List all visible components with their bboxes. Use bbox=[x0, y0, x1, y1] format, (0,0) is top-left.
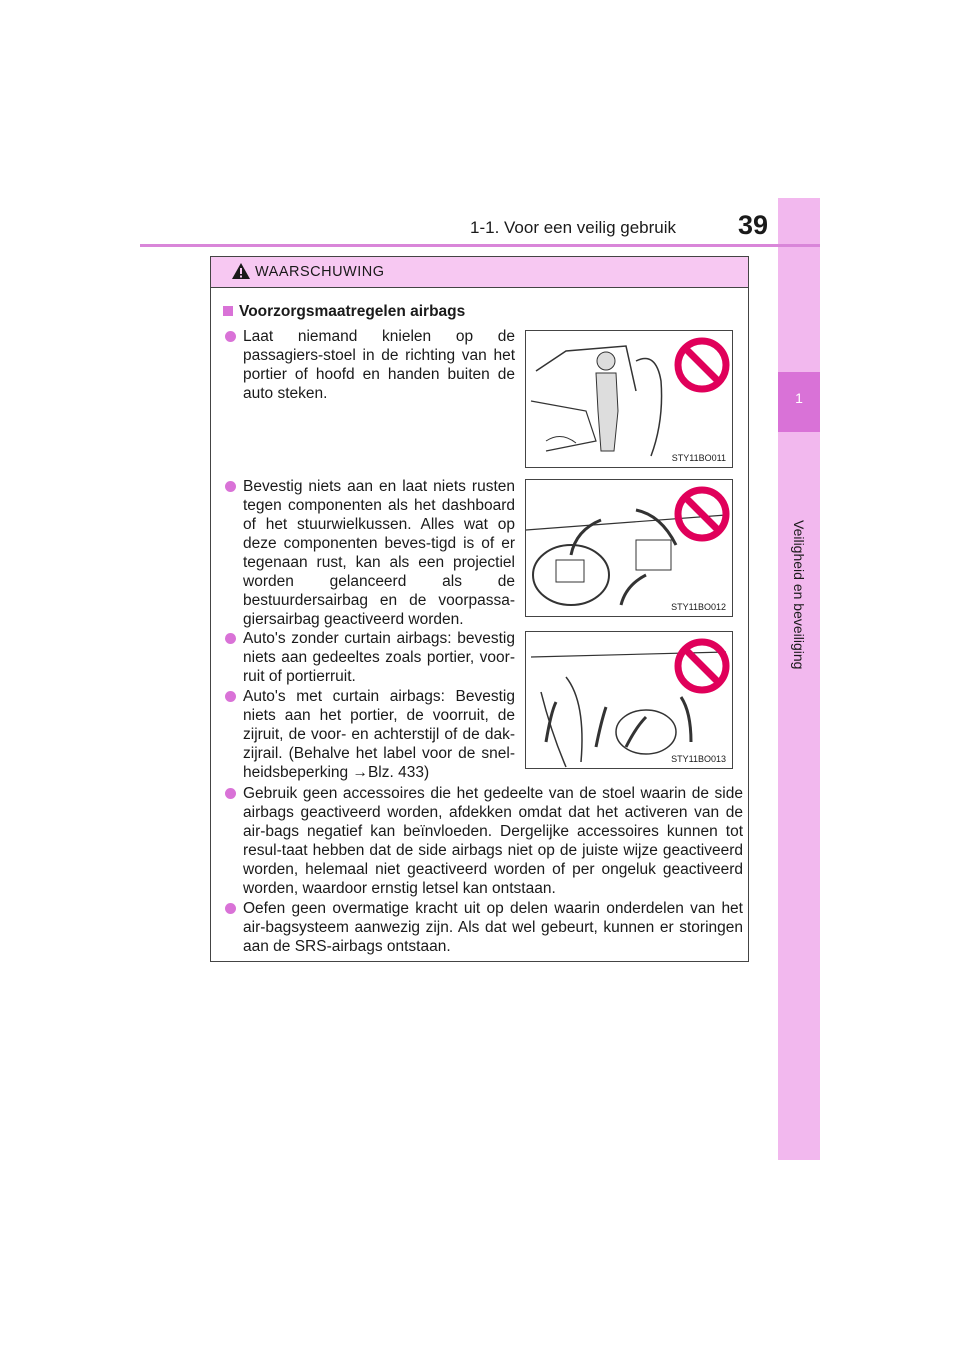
illustration-kneeling-passenger bbox=[525, 330, 733, 468]
figure-code: STY11BO012 bbox=[671, 602, 726, 612]
square-bullet-icon bbox=[223, 306, 233, 316]
illustration-dashboard bbox=[525, 479, 733, 617]
warning-title: WAARSCHUWING bbox=[255, 264, 385, 280]
bullet-dot-icon bbox=[225, 903, 236, 914]
warning-header bbox=[211, 257, 748, 288]
figure-code: STY11BO013 bbox=[671, 754, 726, 764]
bullet-dot-icon bbox=[225, 691, 236, 702]
chapter-title: Veiligheid en beveiliging bbox=[791, 520, 807, 670]
page-number: 39 bbox=[738, 210, 769, 240]
section-title: Voorzorgsmaatregelen airbags bbox=[223, 303, 465, 321]
chapter-title-vertical bbox=[778, 432, 820, 670]
illustration-curtain-airbags bbox=[525, 631, 733, 769]
bullet-dot-icon bbox=[225, 331, 236, 342]
prohibited-icon bbox=[674, 486, 730, 542]
bullet-item: Auto's zonder curtain airbags: bevestig niets aan gedeeltes zoals portier, voor-ruit of portierruit. bbox=[243, 629, 515, 686]
warning-box bbox=[210, 256, 749, 962]
bullet-item: Oefen geen overmatige kracht uit op delen waarin onderdelen van het air-bagsysteem aanwezig zijn. Als dat wel gebeurt, kunnen er storingen aan de SRS-airbags ontstaan. bbox=[243, 899, 743, 956]
bullet-dot-icon bbox=[225, 788, 236, 799]
bullet-dot-icon bbox=[225, 633, 236, 644]
chapter-number: 1 bbox=[795, 390, 803, 406]
figure-code: STY11BO011 bbox=[671, 453, 726, 463]
prohibited-icon bbox=[674, 638, 730, 694]
prohibited-icon bbox=[674, 337, 730, 393]
section-header: 1-1. Voor een veilig gebruik bbox=[470, 218, 677, 237]
side-tab bbox=[778, 198, 820, 1160]
warning-triangle-icon bbox=[231, 262, 251, 280]
bullet-item: Gebruik geen accessoires die het gedeelte van de stoel waarin de side airbags geactiveerd worden, afdekken omdat dat het activeren van de air-bags negatief kan beïnvloeden. Dergelijke accessoires kunnen tot resul-taat hebben dat de side airbags niet op de juiste wijze geactiveerd worden, helemaal niet geactiveerd worden of per ongeluk geactiveerd worden, waardoor ernstig letsel kan ontstaan. bbox=[243, 784, 743, 898]
bullet-item: Auto's met curtain airbags: Bevestig niets aan het portier, de voorruit, de zijruit, de voor- en achterstijl of de dak-zijrail. (Behalve het label voor de snel-heidsbeperking →Blz. 433) bbox=[243, 687, 515, 782]
header-rule bbox=[140, 244, 820, 247]
bullet-item: Bevestig niets aan en laat niets rusten tegen componenten als het dashboard of het stuurwielkussen. Alles wat op deze componenten beves-tigd is of er tegenaan rust, kan als een projectiel worden gelanceerd als de bestuurdersairbag en de voorpassa-giersairbag geactiveerd worden. bbox=[243, 477, 515, 629]
bullet-dot-icon bbox=[225, 481, 236, 492]
bullet-item: Laat niemand knielen op de passagiers-stoel in de richting van het portier of hoofd en handen buiten de auto steken. bbox=[243, 327, 515, 403]
